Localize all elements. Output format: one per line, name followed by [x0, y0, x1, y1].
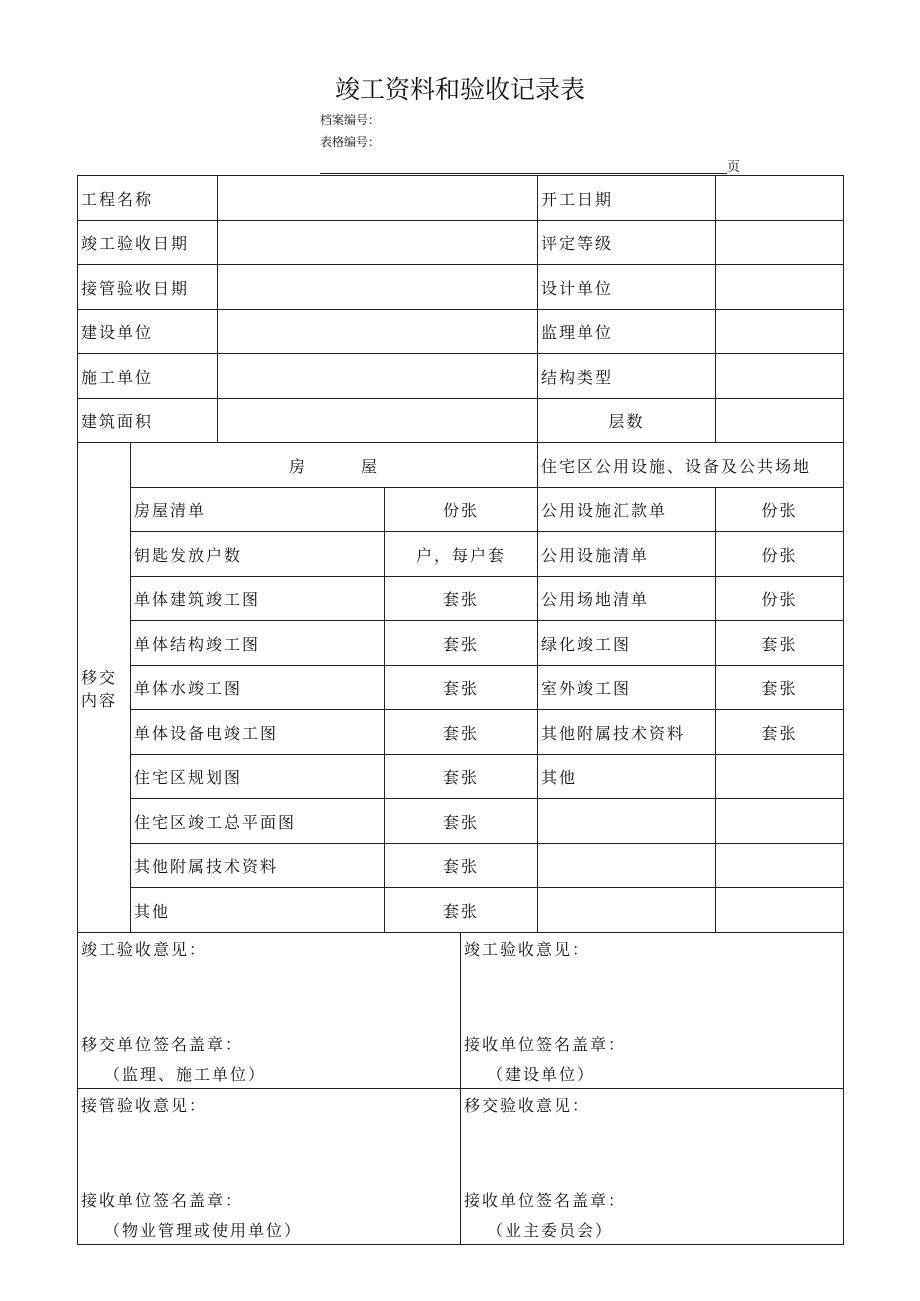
signature-label: 接收单位签名盖章：: [464, 1191, 627, 1210]
unit-label: （监理、施工单位）: [104, 1065, 267, 1084]
info-row: [78, 221, 844, 265]
takeover-acceptance-opinion[interactable]: [78, 1089, 461, 1245]
handover-row: [78, 666, 844, 710]
public-qty[interactable]: 份张: [716, 488, 844, 532]
info-value-field[interactable]: [218, 176, 538, 221]
handover-row: [78, 488, 844, 532]
info-value-field[interactable]: [218, 310, 538, 354]
record-table-wrapper: [77, 175, 844, 1245]
info-label: 接管验收日期: [78, 265, 218, 310]
house-qty[interactable]: 套张: [385, 577, 538, 621]
house-qty[interactable]: 套张: [385, 710, 538, 755]
info-label: 设计单位: [538, 265, 716, 310]
info-label: 开工日期: [538, 176, 716, 221]
signature-label: 接收单位签名盖章：: [464, 1035, 627, 1054]
public-item: 其他: [538, 755, 716, 799]
public-qty[interactable]: [716, 755, 844, 799]
page-title: 竣工资料和验收记录表: [334, 75, 585, 104]
info-value-field[interactable]: [218, 265, 538, 310]
record-table: [77, 175, 844, 1245]
info-label: 竣工验收日期: [78, 221, 218, 265]
house-qty[interactable]: 套张: [385, 799, 538, 844]
info-label: 建设单位: [78, 310, 218, 354]
archive-number-label: 档案编号：: [320, 113, 381, 127]
info-label: 施工单位: [78, 354, 218, 399]
house-item: 住宅区竣工总平面图: [131, 799, 385, 844]
house-item: 单体设备电竣工图: [131, 710, 385, 755]
house-qty[interactable]: 户，每户套: [385, 532, 538, 577]
info-row: [78, 399, 844, 443]
public-qty[interactable]: 份张: [716, 577, 844, 621]
public-qty[interactable]: [716, 888, 844, 933]
info-row: [78, 176, 844, 221]
handover-row: [78, 799, 844, 844]
info-value-field[interactable]: [716, 265, 844, 310]
public-item: 室外竣工图: [538, 666, 716, 710]
house-item: 单体水竣工图: [131, 666, 385, 710]
handover-row: [78, 844, 844, 888]
opinion-label: 移交验收意见：: [464, 1096, 591, 1115]
house-qty[interactable]: 套张: [385, 666, 538, 710]
completion-acceptance-opinion[interactable]: [78, 933, 461, 1089]
house-qty[interactable]: 套张: [385, 621, 538, 666]
public-item: [538, 888, 716, 933]
public-qty[interactable]: 套张: [716, 666, 844, 710]
public-item: 公用场地清单: [538, 577, 716, 621]
public-item: [538, 844, 716, 888]
completion-acceptance-opinion-right[interactable]: [461, 933, 844, 1089]
public-qty[interactable]: [716, 844, 844, 888]
public-qty[interactable]: 套张: [716, 621, 844, 666]
info-value-field[interactable]: [716, 176, 844, 221]
handover-row: [78, 577, 844, 621]
house-qty[interactable]: 套张: [385, 888, 538, 933]
page-label: 页: [727, 160, 741, 175]
handover-row: [78, 621, 844, 666]
house-item: 其他附属技术资料: [131, 844, 385, 888]
public-item: 其他附属技术资料: [538, 710, 716, 755]
unit-label: （业主委员会）: [487, 1221, 614, 1240]
opinion-row: [78, 1089, 844, 1245]
house-item: 单体建筑竣工图: [131, 577, 385, 621]
info-row: [78, 265, 844, 310]
info-value-field[interactable]: [218, 354, 538, 399]
handover-row: [78, 888, 844, 933]
public-qty[interactable]: 套张: [716, 710, 844, 755]
signature-label: 移交单位签名盖章：: [81, 1035, 244, 1054]
public-item: 绿化竣工图: [538, 621, 716, 666]
public-qty[interactable]: 份张: [716, 532, 844, 577]
handover-row: [78, 755, 844, 799]
opinion-label: 竣工验收意见：: [81, 940, 208, 959]
public-qty[interactable]: [716, 799, 844, 844]
public-facilities-header: 住宅区公用设施、设备及公共场地: [538, 443, 844, 488]
opinion-row: [78, 933, 844, 1089]
house-qty[interactable]: 套张: [385, 844, 538, 888]
house-item: 单体结构竣工图: [131, 621, 385, 666]
info-value-field[interactable]: [716, 399, 844, 443]
info-value-field[interactable]: [218, 399, 538, 443]
house-qty[interactable]: 份张: [385, 488, 538, 532]
info-value-field[interactable]: [716, 221, 844, 265]
opinion-label: 竣工验收意见：: [464, 940, 591, 959]
info-label: 工程名称: [78, 176, 218, 221]
handover-row: [78, 710, 844, 755]
unit-label: （物业管理或使用单位）: [104, 1221, 303, 1240]
house-item: 房屋清单: [131, 488, 385, 532]
info-label: 监理单位: [538, 310, 716, 354]
info-value-field[interactable]: [716, 310, 844, 354]
house-item: 住宅区规划图: [131, 755, 385, 799]
info-row: [78, 354, 844, 399]
public-item: 公用设施汇款单: [538, 488, 716, 532]
info-value-field[interactable]: [218, 221, 538, 265]
info-row: [78, 310, 844, 354]
handover-label: 移交内容: [78, 443, 131, 933]
page-number-line: [320, 173, 727, 174]
handover-row: [78, 532, 844, 577]
house-item: 其他: [131, 888, 385, 933]
info-value-field[interactable]: [716, 354, 844, 399]
house-qty[interactable]: 套张: [385, 755, 538, 799]
form-number-label: 表格编号：: [320, 135, 381, 149]
info-label: 建筑面积: [78, 399, 218, 443]
unit-label: （建设单位）: [487, 1065, 596, 1084]
info-label: 评定等级: [538, 221, 716, 265]
house-item: 钥匙发放户数: [131, 532, 385, 577]
handover-acceptance-opinion[interactable]: [461, 1089, 844, 1245]
opinion-label: 接管验收意见：: [81, 1096, 208, 1115]
public-item: 公用设施清单: [538, 532, 716, 577]
house-header: 房 屋: [131, 443, 538, 488]
info-label: 层数: [538, 399, 716, 443]
handover-header-row: [78, 443, 844, 488]
info-label: 结构类型: [538, 354, 716, 399]
public-item: [538, 799, 716, 844]
signature-label: 接收单位签名盖章：: [81, 1191, 244, 1210]
